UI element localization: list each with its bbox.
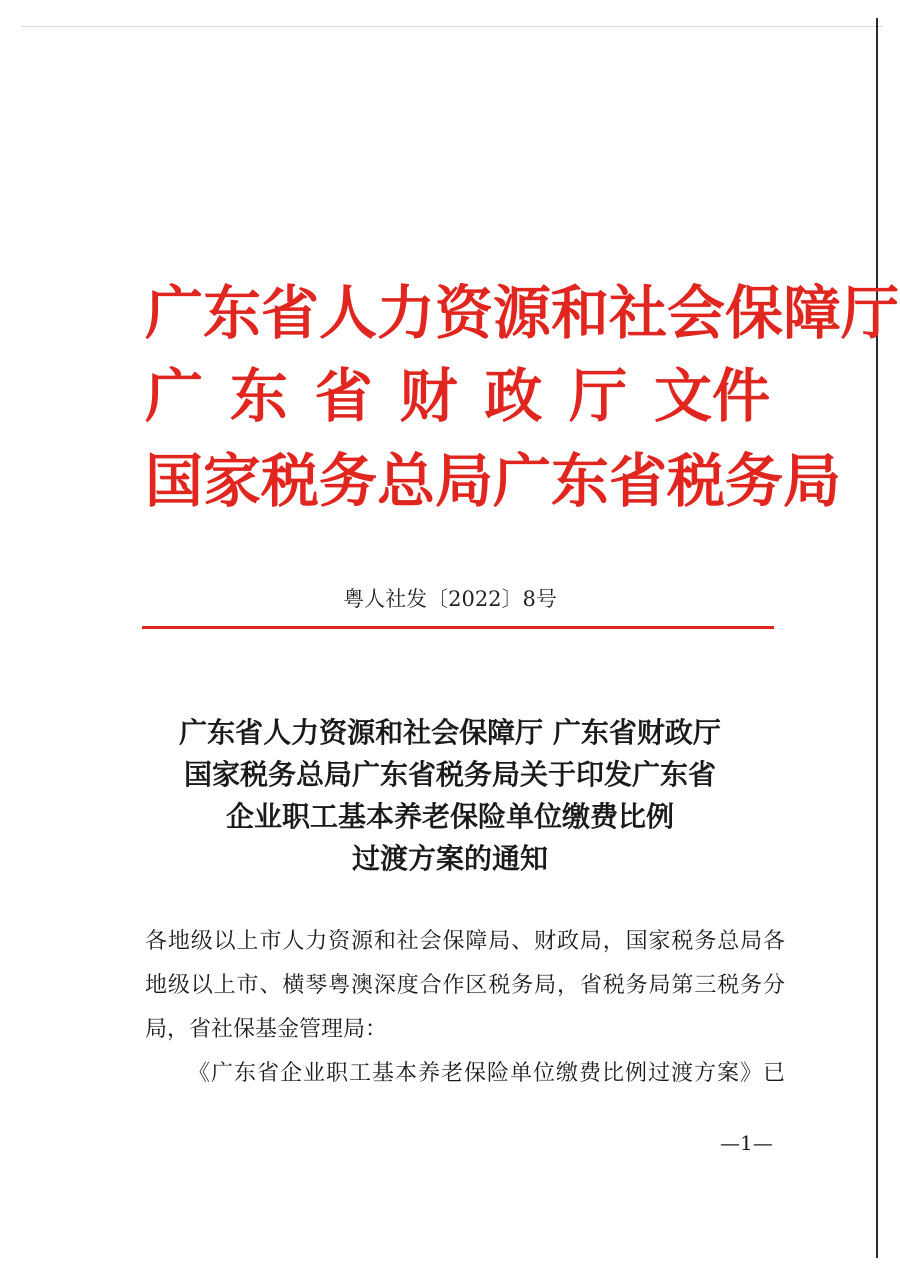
- addressee-line: 局，省社保基金管理局：: [145, 1017, 388, 1042]
- issuer-header-char: 广: [145, 362, 204, 430]
- issuer-header-line-1: 广东省人力资源和社会保障厅: [145, 279, 900, 347]
- red-divider-rule: [142, 626, 774, 629]
- issuer-header-char: 东: [229, 362, 288, 430]
- issuer-header-char: 厅: [569, 362, 628, 430]
- issuer-header-line-3: 国家税务总局广东省税务局: [145, 447, 842, 515]
- addressee-line: 各地级以上市人力资源和社会保障局、财政局，国家税务总局各: [145, 929, 785, 954]
- page-number: —1—: [720, 1131, 773, 1155]
- issuer-header-line-2: [145, 363, 770, 429]
- scan-edge-top: [22, 26, 882, 27]
- title-line: 国家税务总局广东省税务局关于印发广东省: [183, 758, 716, 791]
- scan-edge-right: [876, 18, 878, 1258]
- issuer-header-char: 财: [399, 362, 458, 430]
- issuer-header-char: 省: [314, 362, 373, 430]
- title-line: 过渡方案的通知: [351, 842, 548, 875]
- document-title: [0, 712, 900, 880]
- body-paragraph-line: 《广东省企业职工基本养老保险单位缴费比例过渡方案》已: [188, 1061, 785, 1086]
- addressee-line: 地级以上市、横琴粤澳深度合作区税务局，省税务局第三税务分: [145, 973, 785, 998]
- title-line: 广东省人力资源和社会保障厅 广东省财政厅: [179, 716, 721, 749]
- title-line: 企业职工基本养老保险单位缴费比例: [225, 800, 674, 833]
- issuer-header-char: 文件: [653, 362, 770, 430]
- document-number: 粤人社发〔2022〕8号: [343, 587, 557, 611]
- issuer-header-char: 政: [484, 362, 543, 430]
